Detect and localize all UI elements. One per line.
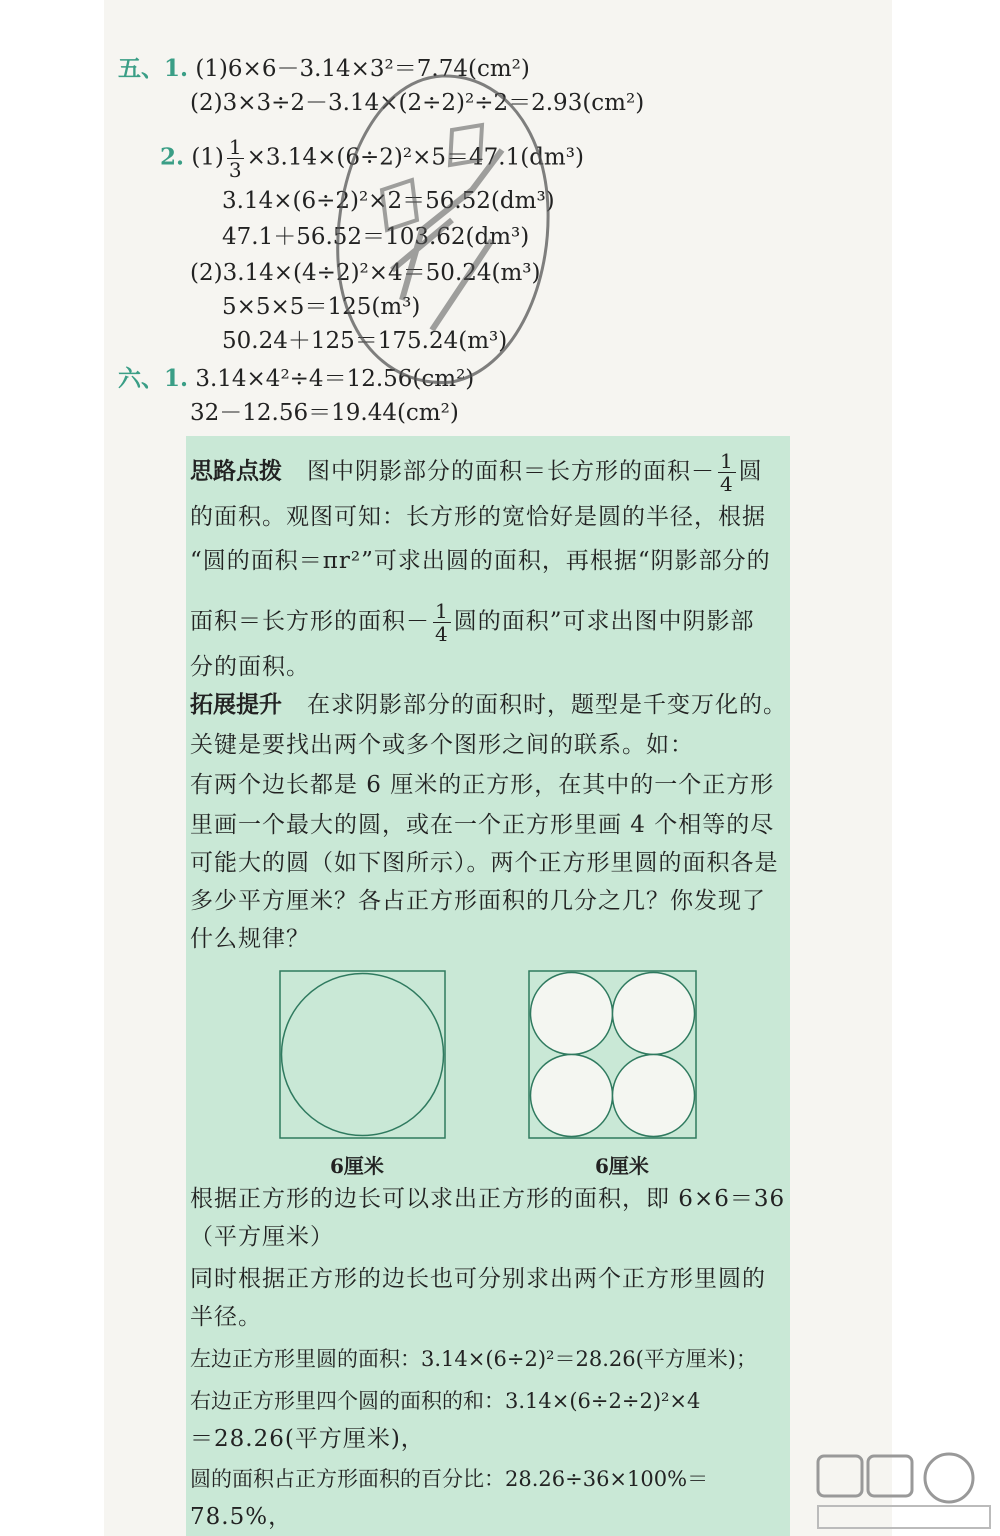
small-circle-4 [613,1055,695,1137]
small-circle-2 [613,973,695,1055]
figure-one-circle [279,970,447,1140]
tip-line-4: 面积＝长方形的面积－ $\frac{1}{4}$ 圆的面积”可求出图中阴影部 [190,599,755,646]
extend-line-3: 有两个边长都是 6 厘米的正方形，在其中的一个正方形 [190,772,775,798]
answer-5-1-a: (1)6×6－3.14×3²＝7.74(cm²) [195,56,530,82]
question-2-marker: 2. [160,143,185,171]
answer-6-1-a: 3.14×4²÷4＝12.56(cm²) [195,366,475,392]
extend-line-16: 78.5%， [190,1504,293,1530]
answer-5-1-b: (2)3×3÷2－3.14×(2÷2)²÷2＝2.93(cm²) [190,90,645,116]
extend-line-4: 里画一个最大的圆，或在一个正方形里画 4 个相等的尽 [190,812,775,838]
extend-line-5: 可能大的圆（如下图所示）。两个正方形里圆的面积各是 [190,850,779,876]
square-outline [280,971,445,1138]
figure-1-caption: 6厘米 [330,1154,384,1178]
extend-line-14: ＝28.26(平方厘米)， [190,1426,425,1452]
small-circle-1 [531,973,613,1055]
extend-line-9: （平方厘米） [190,1224,334,1250]
figure-four-circles [528,970,698,1140]
tip-line-3: “圆的面积＝πr²”可求出圆的面积，再根据“阴影部分的 [190,548,771,574]
section-6-marker: 六、1. [118,365,189,392]
tip-line-5: 分的面积。 [190,654,310,680]
answer-5-2-f: 50.24＋125＝175.24(m³) [222,328,508,354]
section-5-marker: 五、1. [118,55,189,82]
answer-5-2-a-pre: (1) [191,144,224,171]
fraction-one-quarter-2: $\frac{1}{4}$ [435,599,449,646]
answer-5-2-c: 47.1＋56.52＝103.62(dm³) [222,224,530,250]
fraction-one-quarter: $\frac{1}{4}$ [719,449,734,496]
answer-6-1-b: 32－12.56＝19.44(cm²) [190,400,459,426]
extend-line-15: 圆的面积占正方形面积的百分比：28.26÷36×100%＝ [190,1467,709,1491]
extend-heading: 拓展提升 [190,692,282,718]
extend-line-7: 什么规律？ [190,926,310,952]
extend-line-6: 多少平方厘米？各占正方形面积的几分之几？你发现了 [190,888,766,914]
extend-line-11: 半径。 [190,1304,262,1330]
tip-line-1: 思路点拨 图中阴影部分的面积＝长方形的面积－ $\frac{1}{4}$ 圆 [190,449,763,496]
stamp-watermark [332,70,552,390]
answer-5-2-b: 3.14×(6÷2)²×2＝56.52(dm³) [222,188,555,214]
figure-2-caption: 6厘米 [595,1154,649,1178]
answer-5-2-a-post: ×3.14×(6÷2)²×5＝47.1(dm³) [246,144,584,171]
extend-line-1: 拓展提升 在求阴影部分的面积时，题型是千变万化的。 [190,692,787,718]
tip-line-2: 的面积。观图可知：长方形的宽恰好是圆的半径，根据 [190,504,766,530]
extend-line-2: 关键是要找出两个或多个图形之间的联系。如： [190,732,694,758]
extend-line-13: 右边正方形里四个圆的面积的和：3.14×(6÷2÷2)²×4 [190,1389,701,1413]
extend-line-8: 根据正方形的边长可以求出正方形的面积，即 6×6＝36 [190,1186,786,1212]
extend-line-10: 同时根据正方形的边长也可分别求出两个正方形里圆的 [190,1266,766,1292]
tip-heading: 思路点拨 [190,458,282,485]
extend-line-12: 左边正方形里圆的面积：3.14×(6÷2)²＝28.26(平方厘米)； [190,1347,757,1371]
small-circle-3 [531,1055,613,1137]
fraction-one-third: $\frac{1}{3}$ [228,135,242,182]
answer-5-2-d: (2)3.14×(4÷2)²×4＝50.24(m³) [190,260,541,286]
large-circle [282,974,444,1136]
corner-watermark-logo [814,1448,994,1532]
answer-5-2-e: 5×5×5＝125(m³) [222,294,421,320]
